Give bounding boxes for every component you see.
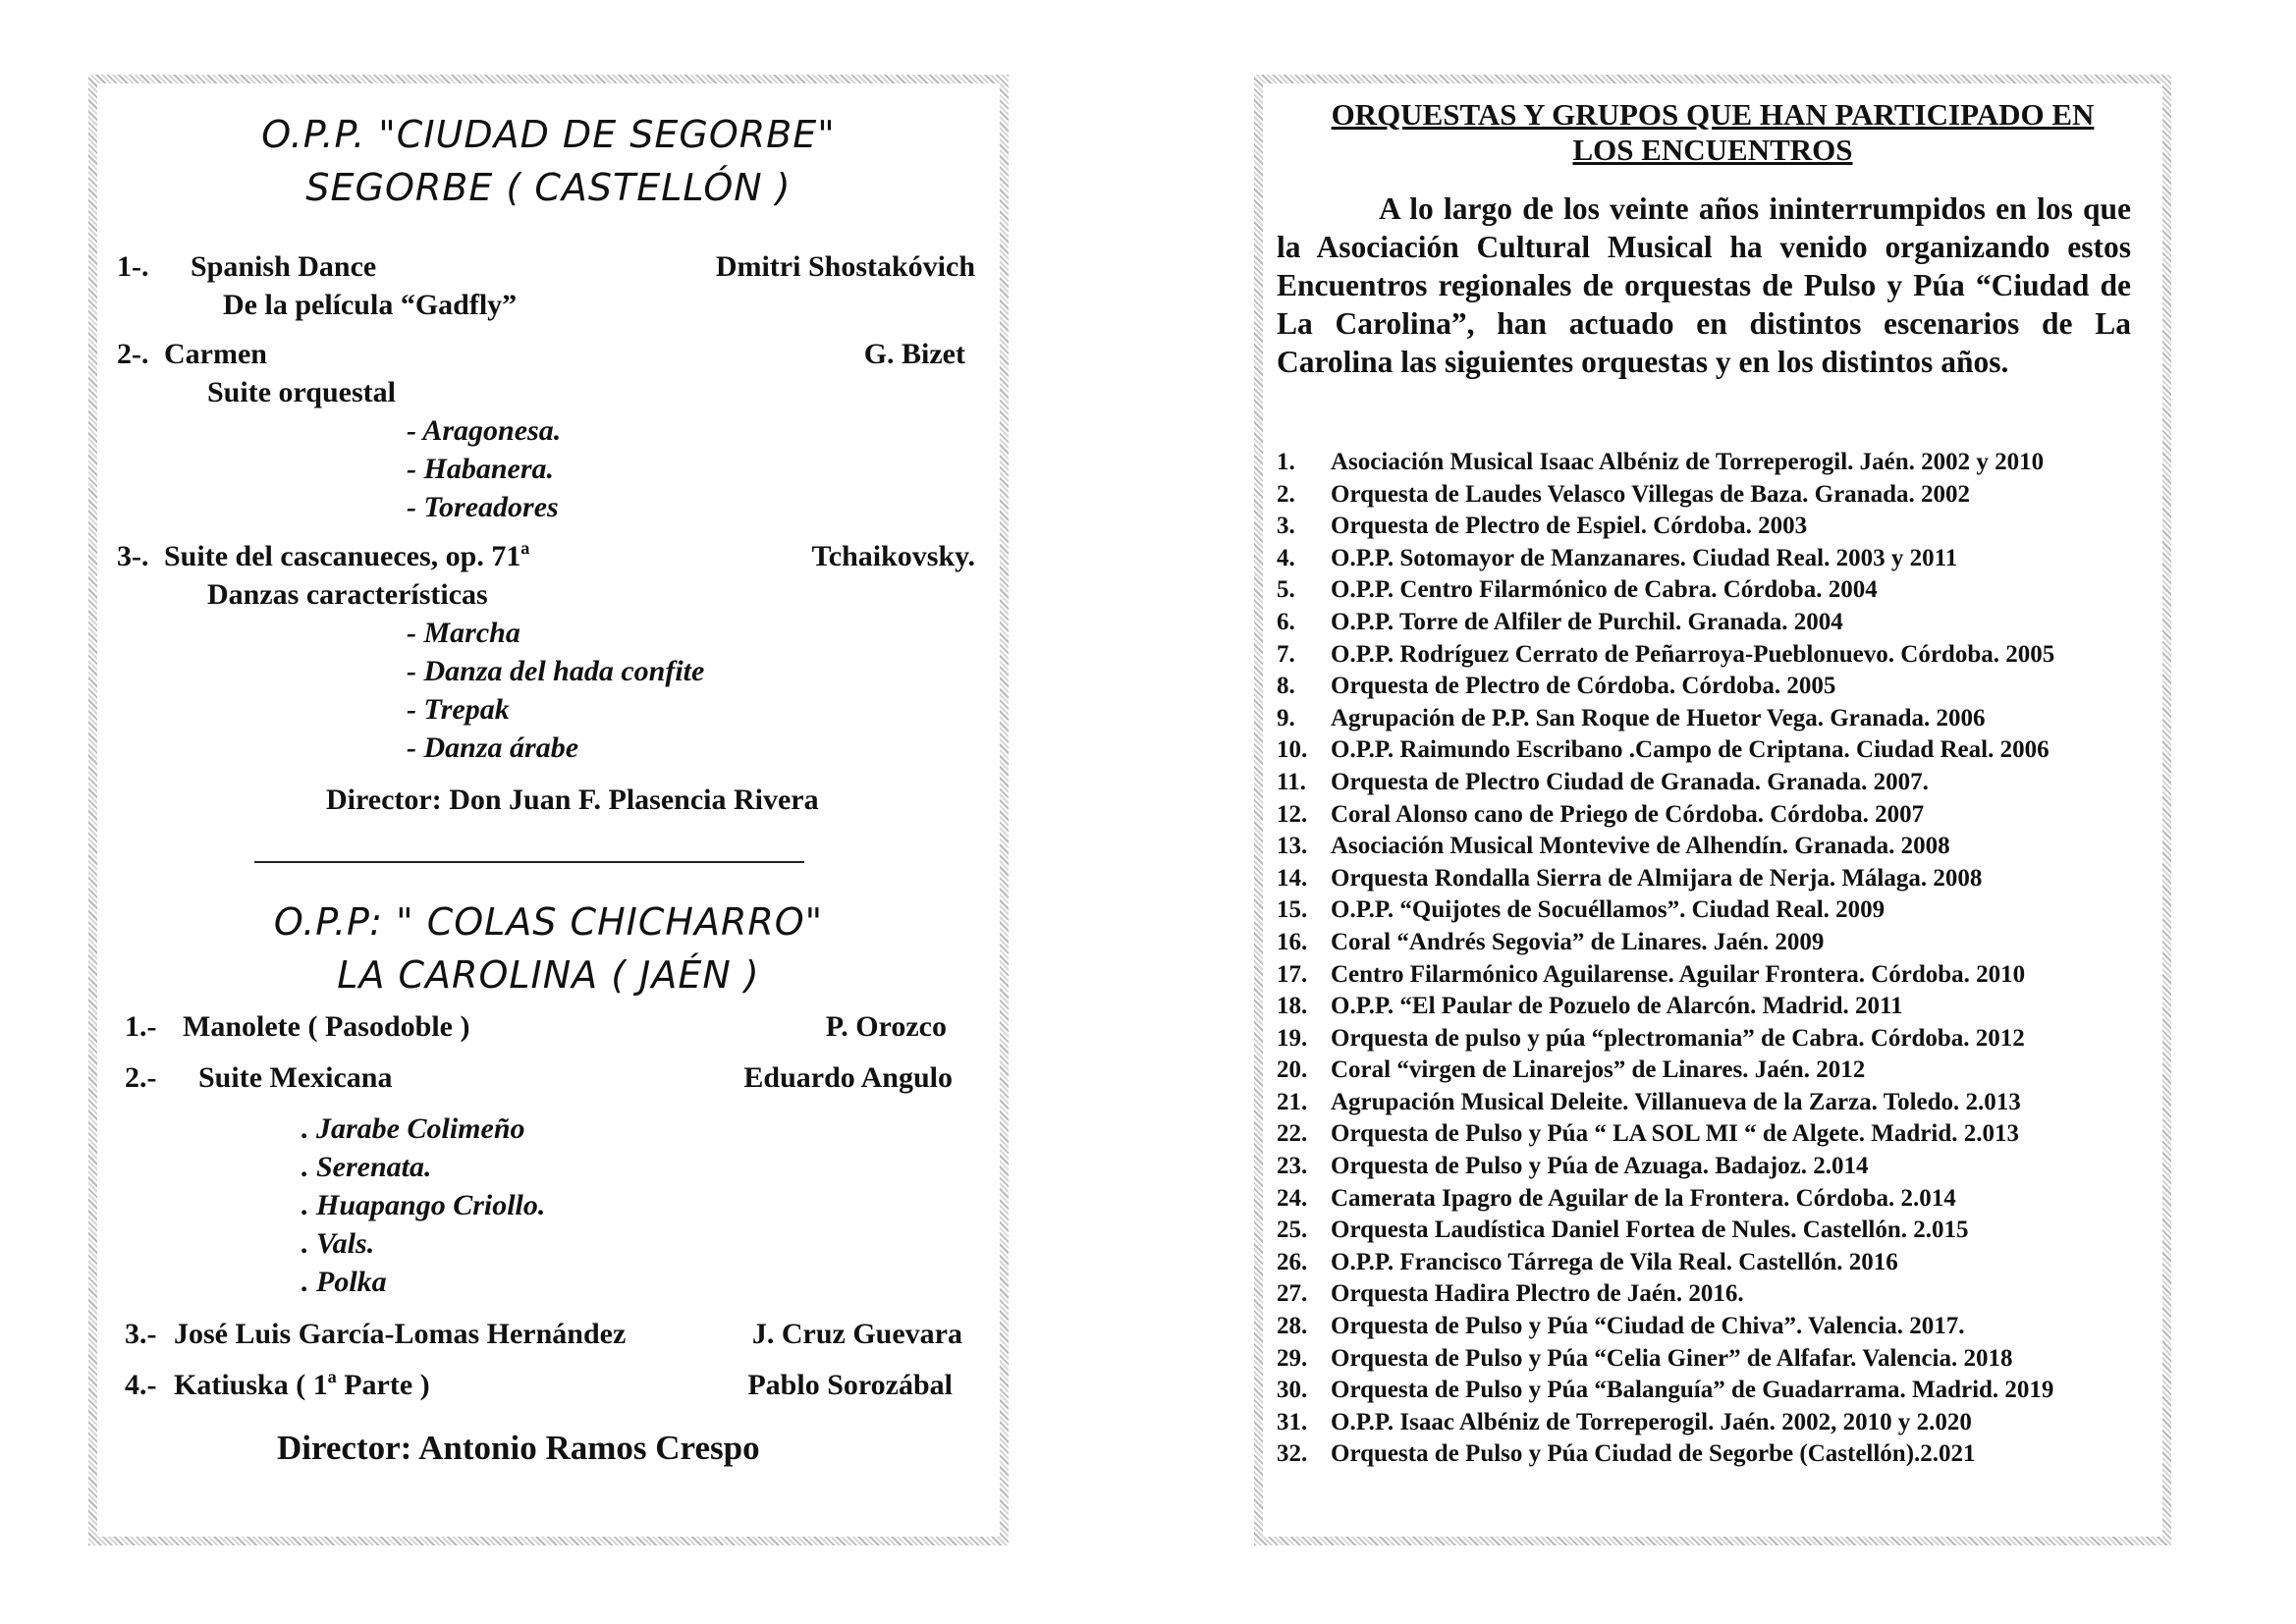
movement: . Serenata. [301, 1151, 432, 1183]
list-item-number: 15. [1277, 896, 1308, 924]
list-item-text: O.P.P. Rodríguez Cerrato de Peñarroya-Pueblonuevo. Córdoba. 2005 [1331, 640, 2055, 668]
orchestra-list-item [1277, 511, 2180, 543]
group2-subtitle: LA CAROLINA ( JAÉN ) [337, 953, 760, 997]
list-item-text: Orquesta de Pulso y Púa de Azuaga. Badajoz. 2.014 [1331, 1153, 1869, 1180]
movement: - Habanera. [407, 453, 554, 485]
list-item-text: Asociación Musical Isaac Albéniz de Torreperogil. Jaén. 2002 y 2010 [1331, 449, 2045, 475]
piece-number: 4.- [125, 1369, 157, 1401]
list-item-number: 22. [1277, 1120, 1308, 1148]
list-item-text: Orquesta Laudística Daniel Fortea de Nules. Castellón. 2.015 [1331, 1217, 1969, 1244]
movement: - Trepak [407, 693, 510, 726]
piece-subtitle: Suite orquestal [207, 376, 396, 408]
piece-number: 1-. [117, 250, 149, 283]
list-item-text: O.P.P. Isaac Albéniz de Torreperogil. Jaén. 2002, 2010 y 2.020 [1331, 1408, 1972, 1435]
movement: - Marcha [407, 617, 520, 649]
list-item-text: Agrupación de P.P. San Roque de Huetor Vega. Granada. 2006 [1331, 704, 1986, 731]
orchestra-list-item [1277, 703, 2180, 735]
orchestra-list-item [1277, 1087, 2180, 1119]
piece-title: Suite del cascanueces, op. 71ª [164, 540, 530, 572]
list-item-text: Orquesta de Plectro Ciudad de Granada. Granada. 2007. [1331, 768, 1929, 795]
list-item-number: 16. [1277, 928, 1308, 955]
list-item-number: 20. [1277, 1056, 1308, 1084]
movement: - Aragonesa. [407, 414, 562, 447]
orchestra-list-item [1277, 1247, 2180, 1279]
list-item-text: Asociación Musical Montevive de Alhendín. Granada. 2008 [1331, 833, 1950, 860]
orchestra-list-item [1277, 574, 2180, 607]
list-item-text: Orquesta Hadira Plectro de Jaén. 2016. [1331, 1280, 1744, 1308]
orchestra-list-item [1277, 1055, 2180, 1087]
piece-composer: G. Bizet [863, 338, 965, 370]
orchestra-list-item [1277, 734, 2180, 767]
list-item-text: O.P.P. “Quijotes de Socuéllamos”. Ciudad Real. 2009 [1331, 896, 1886, 924]
piece-subtitle: De la película “Gadfly” [223, 289, 518, 321]
orchestra-list-item [1277, 863, 2180, 895]
movement: . Jarabe Colimeño [301, 1112, 525, 1145]
group2-title: O.P.P: " COLAS CHICHARRO" [273, 900, 824, 944]
list-item-number: 19. [1277, 1024, 1308, 1052]
participants-heading-line1: ORQUESTAS Y GRUPOS QUE HAN PARTICIPADO EN [1331, 97, 2095, 132]
list-item-text: Orquesta de Plectro de Espiel. Córdoba. 2003 [1331, 513, 1808, 540]
intro-paragraph: A lo largo de los veinte años ininterrumpidos en los que la Asociación Cultural Musical ha venido organizando estos Encuentros regionales de orquestas de Pulso y Púa “Ciudad de La Carolina”, han actuado en distintos escenarios de La Carolina las siguientes orquestas y en los distintos años. [1277, 191, 2131, 379]
right-participants-page [1254, 75, 2171, 1545]
movement: . Huapango Criollo. [301, 1189, 546, 1221]
list-item-number: 12. [1277, 800, 1308, 828]
piece-number: 1.- [125, 1010, 157, 1043]
piece-composer: J. Cruz Guevara [751, 1318, 962, 1350]
list-item-number: 28. [1277, 1313, 1308, 1340]
list-item-number: 29. [1277, 1344, 1308, 1372]
list-item-text: Orquesta de Pulso y Púa Ciudad de Segorbe (Castellón).2.021 [1331, 1440, 1976, 1468]
list-item-number: 6. [1277, 608, 1295, 635]
piece-number: 3-. [117, 540, 149, 572]
piece-title: José Luis García-Lomas Hernández [174, 1318, 627, 1350]
list-item-text: Agrupación Musical Deleite. Villanueva de la Zarza. Toledo. 2.013 [1331, 1088, 2021, 1115]
orchestra-list-item [1277, 1183, 2180, 1216]
piece-composer: Pablo Sorozábal [747, 1369, 953, 1401]
orchestra-list-item [1277, 447, 2180, 479]
piece-subtitle: Danzas características [207, 578, 488, 611]
orchestra-list-item [1277, 1215, 2180, 1247]
orchestra-list-item [1277, 927, 2180, 959]
list-item-text: Coral Alonso cano de Priego de Córdoba. Córdoba. 2007 [1331, 800, 1925, 828]
movement: - Danza del hada confite [407, 655, 705, 687]
piece-title: Katiuska ( 1ª Parte ) [174, 1369, 430, 1401]
piece-composer: P. Orozco [825, 1010, 947, 1043]
orchestra-list-item [1277, 1023, 2180, 1056]
list-item-number: 11. [1277, 768, 1306, 795]
list-item-text: Centro Filarmónico Aguilarense. Aguilar Frontera. Córdoba. 2010 [1331, 960, 2026, 988]
orchestra-list-item [1277, 1407, 2180, 1439]
list-item-number: 23. [1277, 1153, 1308, 1180]
orchestra-list-item [1277, 479, 2180, 512]
orchestra-list-item [1277, 1151, 2180, 1183]
orchestra-list-item [1277, 1311, 2180, 1343]
list-item-number: 30. [1277, 1377, 1308, 1404]
piece-title: Suite Mexicana [198, 1061, 393, 1094]
movement: . Vals. [301, 1227, 375, 1260]
list-item-text: Coral “Andrés Segovia” de Linares. Jaén. 2009 [1331, 928, 1825, 955]
piece-title: Spanish Dance [191, 250, 377, 283]
piece-composer: Dmitri Shostakóvich [715, 250, 975, 283]
left-program-page [88, 75, 1009, 1545]
movement: - Danza árabe [407, 731, 579, 764]
piece-title: Manolete ( Pasodoble ) [183, 1010, 470, 1043]
list-item-text: Coral “virgen de Linarejos” de Linares. Jaén. 2012 [1331, 1056, 1866, 1084]
group1-director: Director: Don Juan F. Plasencia Rivera [326, 784, 819, 816]
list-item-text: Orquesta de Pulso y Púa “Ciudad de Chiva”. Valencia. 2017. [1331, 1313, 1965, 1340]
list-item-number: 27. [1277, 1280, 1308, 1308]
list-item-number: 13. [1277, 833, 1308, 860]
list-item-text: O.P.P. Francisco Tárrega de Vila Real. Castellón. 2016 [1331, 1248, 1898, 1275]
orchestra-list-item [1277, 1375, 2180, 1407]
piece-composer: Eduardo Angulo [743, 1061, 953, 1094]
list-item-number: 3. [1277, 513, 1295, 540]
orchestra-list-item [1277, 959, 2180, 992]
list-item-text: Orquesta de Pulso y Púa “Celia Giner” de Alfafar. Valencia. 2018 [1331, 1344, 2013, 1372]
movement: . Polka [301, 1266, 387, 1298]
list-item-text: Orquesta de Pulso y Púa “ LA SOL MI “ de Algete. Madrid. 2.013 [1331, 1120, 2019, 1148]
list-item-number: 31. [1277, 1408, 1308, 1435]
participants-heading-line2: LOS ENCUENTROS [1572, 133, 1853, 167]
group2-director: Director: Antonio Ramos Crespo [277, 1429, 760, 1467]
orchestra-list-item [1277, 894, 2180, 927]
group1-subtitle: SEGORBE ( CASTELLÓN ) [305, 166, 792, 209]
list-item-number: 5. [1277, 576, 1295, 604]
list-item-number: 9. [1277, 704, 1295, 731]
orchestra-list-item [1277, 831, 2180, 863]
list-item-text: O.P.P. “El Paular de Pozuelo de Alarcón. Madrid. 2011 [1331, 993, 1903, 1020]
list-item-number: 8. [1277, 673, 1295, 700]
orchestra-list-item [1277, 639, 2180, 672]
list-item-text: O.P.P. Sotomayor de Manzanares. Ciudad Real. 2003 y 2011 [1331, 544, 1958, 571]
list-item-text: O.P.P. Raimundo Escribano .Campo de Criptana. Ciudad Real. 2006 [1331, 736, 2050, 764]
orchestra-list-item [1277, 991, 2180, 1023]
list-item-number: 4. [1277, 544, 1295, 571]
list-item-number: 7. [1277, 640, 1295, 668]
orchestra-list-item [1277, 767, 2180, 799]
orchestra-list-item [1277, 1278, 2180, 1311]
orchestra-list-item [1277, 1438, 2180, 1471]
piece-title: Carmen [164, 338, 267, 370]
piece-number: 2.- [125, 1061, 157, 1094]
list-item-text: Orquesta Rondalla Sierra de Almijara de Nerja. Málaga. 2008 [1331, 864, 1983, 892]
section-divider [254, 861, 804, 863]
list-item-number: 32. [1277, 1440, 1308, 1468]
list-item-text: O.P.P. Torre de Alfiler de Purchil. Granada. 2004 [1331, 608, 1843, 635]
orchestra-list-item [1277, 543, 2180, 575]
orchestra-list-item [1277, 1118, 2180, 1151]
piece-number: 2-. [117, 338, 149, 370]
list-item-number: 2. [1277, 480, 1295, 508]
orchestra-list [1277, 447, 2180, 1471]
list-item-number: 26. [1277, 1248, 1308, 1275]
piece-number: 3.- [125, 1318, 157, 1350]
list-item-text: Orquesta de Laudes Velasco Villegas de Baza. Granada. 2002 [1331, 480, 1970, 508]
list-item-number: 21. [1277, 1088, 1308, 1115]
orchestra-list-item [1277, 671, 2180, 703]
list-item-text: Orquesta de Pulso y Púa “Balanguía” de Guadarrama. Madrid. 2019 [1331, 1377, 2054, 1404]
group1-title: O.P.P. "CIUDAD DE SEGORBE" [261, 113, 836, 156]
list-item-number: 25. [1277, 1217, 1308, 1244]
movement: - Toreadores [407, 491, 559, 523]
list-item-number: 17. [1277, 960, 1308, 988]
list-item-number: 18. [1277, 993, 1308, 1020]
piece-composer: Tchaikovsky. [811, 540, 975, 572]
list-item-number: 10. [1277, 736, 1308, 764]
list-item-text: Camerata Ipagro de Aguilar de la Frontera. Córdoba. 2.014 [1331, 1184, 1956, 1212]
list-item-number: 24. [1277, 1184, 1308, 1212]
list-item-text: Orquesta de Plectro de Córdoba. Córdoba. 2005 [1331, 673, 1836, 700]
orchestra-list-item [1277, 607, 2180, 639]
orchestra-list-item [1277, 1343, 2180, 1376]
list-item-text: Orquesta de pulso y púa “plectromania” de Cabra. Córdoba. 2012 [1331, 1024, 2025, 1052]
list-item-number: 1. [1277, 449, 1295, 475]
list-item-number: 14. [1277, 864, 1308, 892]
orchestra-list-item [1277, 799, 2180, 832]
list-item-text: O.P.P. Centro Filarmónico de Cabra. Córdoba. 2004 [1331, 576, 1878, 604]
